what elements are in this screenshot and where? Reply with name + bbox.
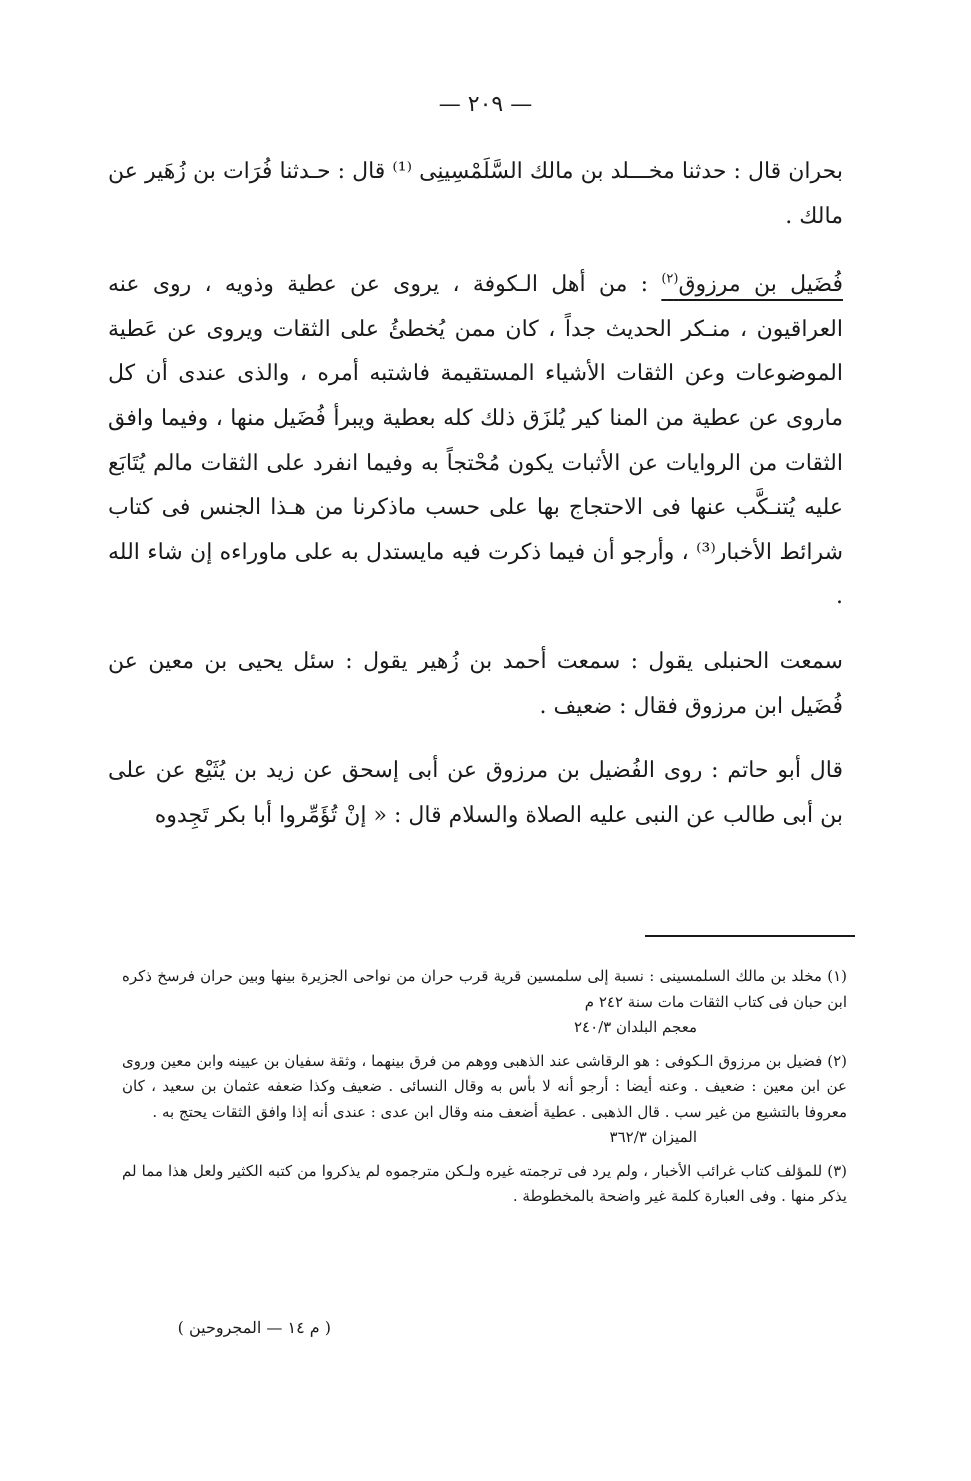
paragraph-hanbali: سمعت الحنبلى يقول : سمعت أحمد بن زُهير يقول : سئل يحيى بن معين عن فُضَيل ابن مرزوق فقال : ضعيف . [108, 648, 843, 719]
entry-heading-footnote-ref: (٢) [661, 271, 679, 287]
footnotes [122, 964, 847, 1210]
entry-heading-colon: : [627, 272, 662, 298]
main-text-body [108, 150, 843, 838]
entry-body: من أهل الـكوفة ، يروى عن عطية وذويه ، روى عنه العراقيون ، منـكر الحديث جداً ، كان ممن يُخطئُ على الثقات ويروى عن عَطية الموضوعات وعن الثقات الأشياء المستقيمة فاشتبه أمره ، والذى عندى أن كل ماروى عن عطية من المنا كير يُلزَق ذلك كله بعطية ويبرأ فُضَيل منها ، وفيما وافق الثقات من الروايات عن الأثبات يكون مُحْتجاً به وفيما انفرد على الثقات مالم يُتَابَع عليه يُتنـكَّب عنها فى الاحتجاج بها على حسب ماذكرنا من هـذا الجنس فى كتاب شرائط الأخبار⁽³⁾ ، وأرجو أن فيما ذكرت فيه مايستدل به على ماوراءه إن شاء الله . [108, 272, 844, 610]
entry-heading-name: فُضَيل بن مرزوق [678, 272, 843, 298]
footnote-1: (١) مخلد بن مالك السلمسينى : نسبة إلى سلمسين قرية قرب حران من نواحى الجزيرة بينها وبين حران فرسخ ذكره ابن حبان فى كتاب الثقات مات سنة ٢٤٢ م [122, 967, 847, 1011]
paragraph-fudayl-entry [108, 263, 843, 620]
footnote-divider [645, 935, 855, 937]
signature-mark: ( م ١٤ — المجروحين ) [177, 1318, 331, 1337]
footnote-2-source: الميزان ٣٦٢/٣ [609, 1128, 697, 1146]
page-number: — ٢٠٩ — [438, 92, 533, 117]
paragraph-abu-hatim: قال أبو حاتم : روى الفُضيل بن مرزوق عن أبى إسحق عن زيد بن يُثَيْع عن على بن أبى طالب عن النبى عليه الصلاة والسلام قال : « إنْ تُؤَمِّروا أبا بكر تَجِدوه [108, 758, 843, 828]
entry-heading [661, 272, 843, 297]
footnote-3: (٣) للمؤلف كتاب غرائب الأخبار ، ولم يرد فى ترجمته غيره ولـكن مترجموه لم يذكروا من كتبه الكثير ولعل هذا مما لم يذكر منها . وفى العبارة كلمة غير واضحة بالمخطوطة . [122, 1161, 847, 1205]
footnote-2: (٢) فضيل بن مرزوق الـكوفى : هو الرقاشى عند الذهبى ووهم من فرق بينهما ، وثقة سفيان بن عيينه وابن معين وروى عن ابن معين : ضعيف . وعنه أيضا : أرجو أنه لا بأس به وقال النسائى . ضعيف وكذا ضعفه عثمان بن سعيد ، كان معروفا بالتشيع من غير سب . قال الذهبى . عطية أضعف منه وقال ابن عدى : عندى أنه إذا وافق الثقات يحتج به . [122, 1051, 847, 1121]
footnote-1-source: معجم البلدان ٢٤٠/٣ [573, 1018, 697, 1036]
paragraph-intro: بحران قال : حدثنا مخـــلد بن مالك السَّلَمْسِينِى ⁽¹⁾ قال : حـدثنا فُرَات بن زُهَير عن مالك . [108, 159, 843, 229]
